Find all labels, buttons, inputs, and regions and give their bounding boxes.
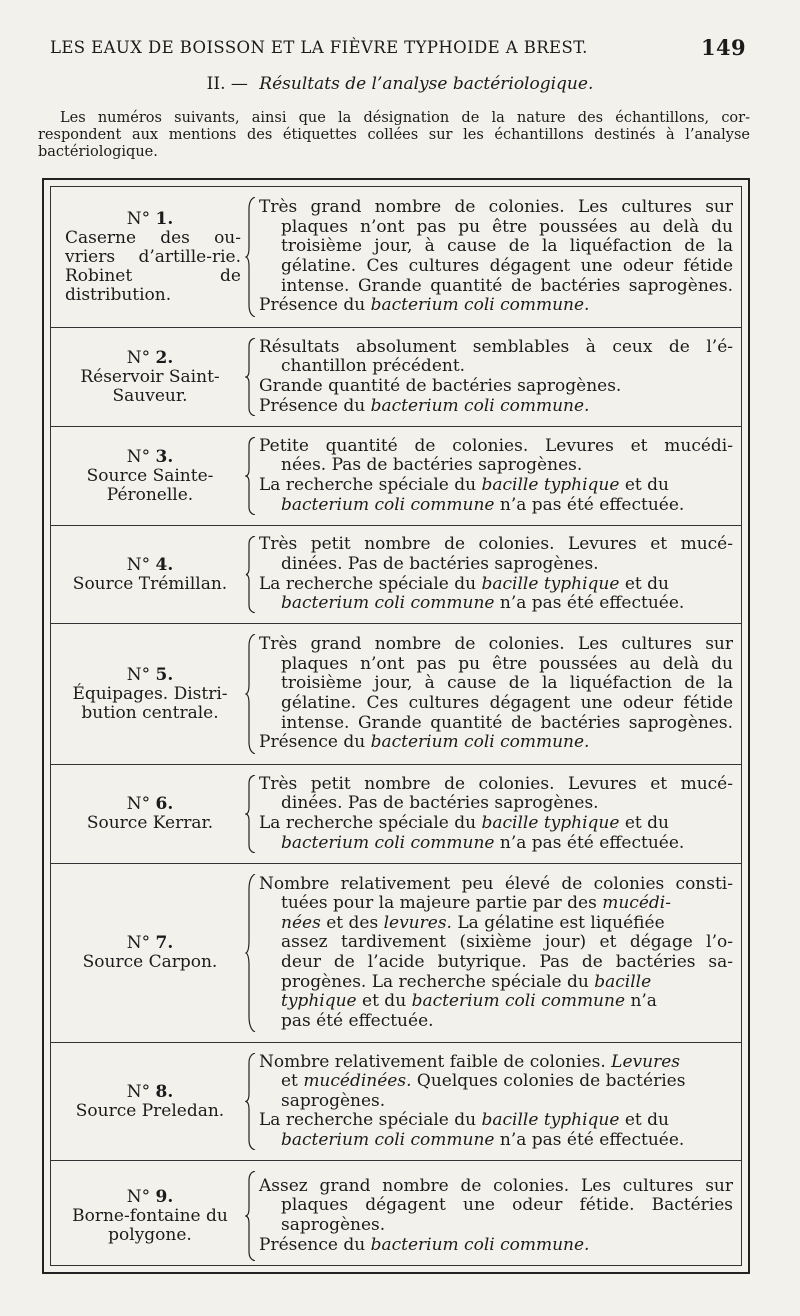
table-row bbox=[51, 864, 741, 1043]
table-row bbox=[51, 1161, 741, 1271]
sample-number: N° 1. bbox=[126, 208, 174, 229]
sample-result: Très grand nombre de colonies. Les cultures sur plaques n’ont pas pu être poussées au delà du troisième jour, à cause de la liquéfaction de la gélatine. Ces cultures dégagent une odeur fétide intense. Grande quantité de bactéries saprogènes. Présence du bacterium coli commune. bbox=[259, 634, 733, 753]
sample-result: Très petit nombre de colonies. Levures et mucé- dinées. Pas de bactéries saprogènes. La recherche spéciale du bacille typhique et du bacterium coli commune n’a pas été effectuée. bbox=[259, 773, 733, 853]
brace-icon bbox=[245, 197, 257, 317]
sample-label bbox=[55, 864, 245, 1042]
table-row bbox=[51, 765, 741, 864]
sample-number: N° 4. bbox=[126, 554, 174, 575]
sample-label bbox=[55, 526, 245, 623]
intro-paragraph bbox=[38, 110, 750, 161]
brace-icon bbox=[245, 437, 257, 515]
sample-result: Très petit nombre de colonies. Levures et mucé- dinées. Pas de bactéries saprogènes. La recherche spéciale du bacille typhique et du bacterium coli commune n’a pas été effectuée. bbox=[259, 534, 733, 614]
sample-label bbox=[55, 328, 245, 426]
sample-number: N° 5. bbox=[126, 664, 174, 685]
sample-result: Petite quantité de colonies. Levures et mucédi- nées. Pas de bactéries saprogènes. La recherche spéciale du bacille typhique et du bacterium coli commune n’a pas été effectuée. bbox=[259, 435, 733, 515]
sample-number: N° 2. bbox=[126, 347, 174, 368]
table-row bbox=[51, 187, 741, 328]
sample-name: Source Sainte-Péronelle. bbox=[86, 465, 214, 505]
table-row bbox=[51, 526, 741, 624]
sample-label bbox=[55, 1043, 245, 1160]
section-title bbox=[0, 74, 800, 94]
table-row bbox=[51, 624, 741, 765]
sample-number: N° 8. bbox=[126, 1081, 174, 1102]
intro-line: Les numéros suivants, ainsi que la désignation de la nature des échantillons, cor- bbox=[60, 110, 750, 126]
results-table-inner bbox=[50, 186, 742, 1266]
sample-label bbox=[55, 624, 245, 764]
intro-line: bactériologique. bbox=[38, 144, 158, 160]
table-row bbox=[51, 427, 741, 526]
running-title: LES EAUX DE BOISSON ET LA FIÈVRE TYPHOIDE A BREST. bbox=[50, 38, 588, 57]
sample-result: Nombre relativement faible de colonies. Levures et mucédinées. Quelques colonies de bactéries saprogènes. La recherche spéciale du bacille typhique et du bacterium coli commune n’a pas été effectuée. bbox=[259, 1051, 686, 1150]
sample-name: Réservoir Saint-Sauveur. bbox=[80, 366, 220, 406]
brace-icon bbox=[245, 775, 257, 853]
sample-number: N° 7. bbox=[126, 933, 174, 953]
sample-number: N° 9. bbox=[126, 1186, 174, 1207]
sample-label bbox=[55, 765, 245, 863]
page-number: 149 bbox=[700, 35, 746, 60]
sample-name: Source Kerrar. bbox=[86, 813, 214, 833]
results-table bbox=[42, 178, 750, 1274]
sample-label bbox=[55, 427, 245, 525]
sample-result: Assez grand nombre de colonies. Les cultures sur plaques dégagent une odeur fétide. Bactéries saprogènes. Présence du bacterium coli commune. bbox=[259, 1175, 733, 1255]
brace-icon bbox=[245, 874, 257, 1032]
sample-label bbox=[55, 1161, 245, 1271]
sample-name: Caserne des ou-vriers d’artille-rie. Robinet de distribution. bbox=[65, 227, 241, 305]
sample-number: N° 3. bbox=[126, 446, 174, 467]
brace-icon bbox=[245, 1171, 257, 1261]
table-row bbox=[51, 1043, 741, 1161]
sample-result: Très grand nombre de colonies. Les cultures sur plaques n’ont pas pu être poussées au delà du troisième jour, à cause de la liquéfaction de la gélatine. Ces cultures dégagent une odeur fétide intense. Grande quantité de bactéries saprogènes. Présence du bacterium coli commune. bbox=[259, 197, 733, 316]
sample-name: Source Carpon. bbox=[82, 952, 218, 972]
sample-label bbox=[55, 187, 245, 327]
intro-line: respondent aux mentions des étiquettes collées sur les échantillons destinés à l’analyse bbox=[38, 127, 750, 143]
section-title-text: Résultats de l’analyse bactériologique. bbox=[259, 74, 594, 94]
sample-result: Résultats absolument semblables à ceux de l’é- chantillon précédent. Grande quantité de bactéries saprogènes. Présence du bacterium coli commune. bbox=[259, 336, 733, 416]
sample-name: Source Trémillan. bbox=[72, 573, 228, 594]
sample-name: Équipages. Distri-bution centrale. bbox=[72, 683, 228, 723]
table-row bbox=[51, 328, 741, 427]
sample-name: Source Preledan. bbox=[75, 1100, 225, 1121]
sample-result: Nombre relativement peu élevé de colonies consti- tuées pour la majeure partie par des mucédi- nées et des levures. La gélatine est liquéfiée assez tardivement (sixième jour) et dégage l’o- deur de l’acide butyrique. Pas de bactéries sa- progènes. La recherche spéciale du bacille typhique et du bacterium coli commune n’a pas été effectuée. bbox=[259, 873, 733, 1031]
brace-icon bbox=[245, 536, 257, 613]
sample-name: Borne-fontaine du polygone. bbox=[72, 1205, 228, 1245]
brace-icon bbox=[245, 634, 257, 754]
section-number: II. — bbox=[206, 74, 248, 94]
sample-number: N° 6. bbox=[126, 794, 174, 814]
brace-icon bbox=[245, 338, 257, 416]
brace-icon bbox=[245, 1053, 257, 1150]
